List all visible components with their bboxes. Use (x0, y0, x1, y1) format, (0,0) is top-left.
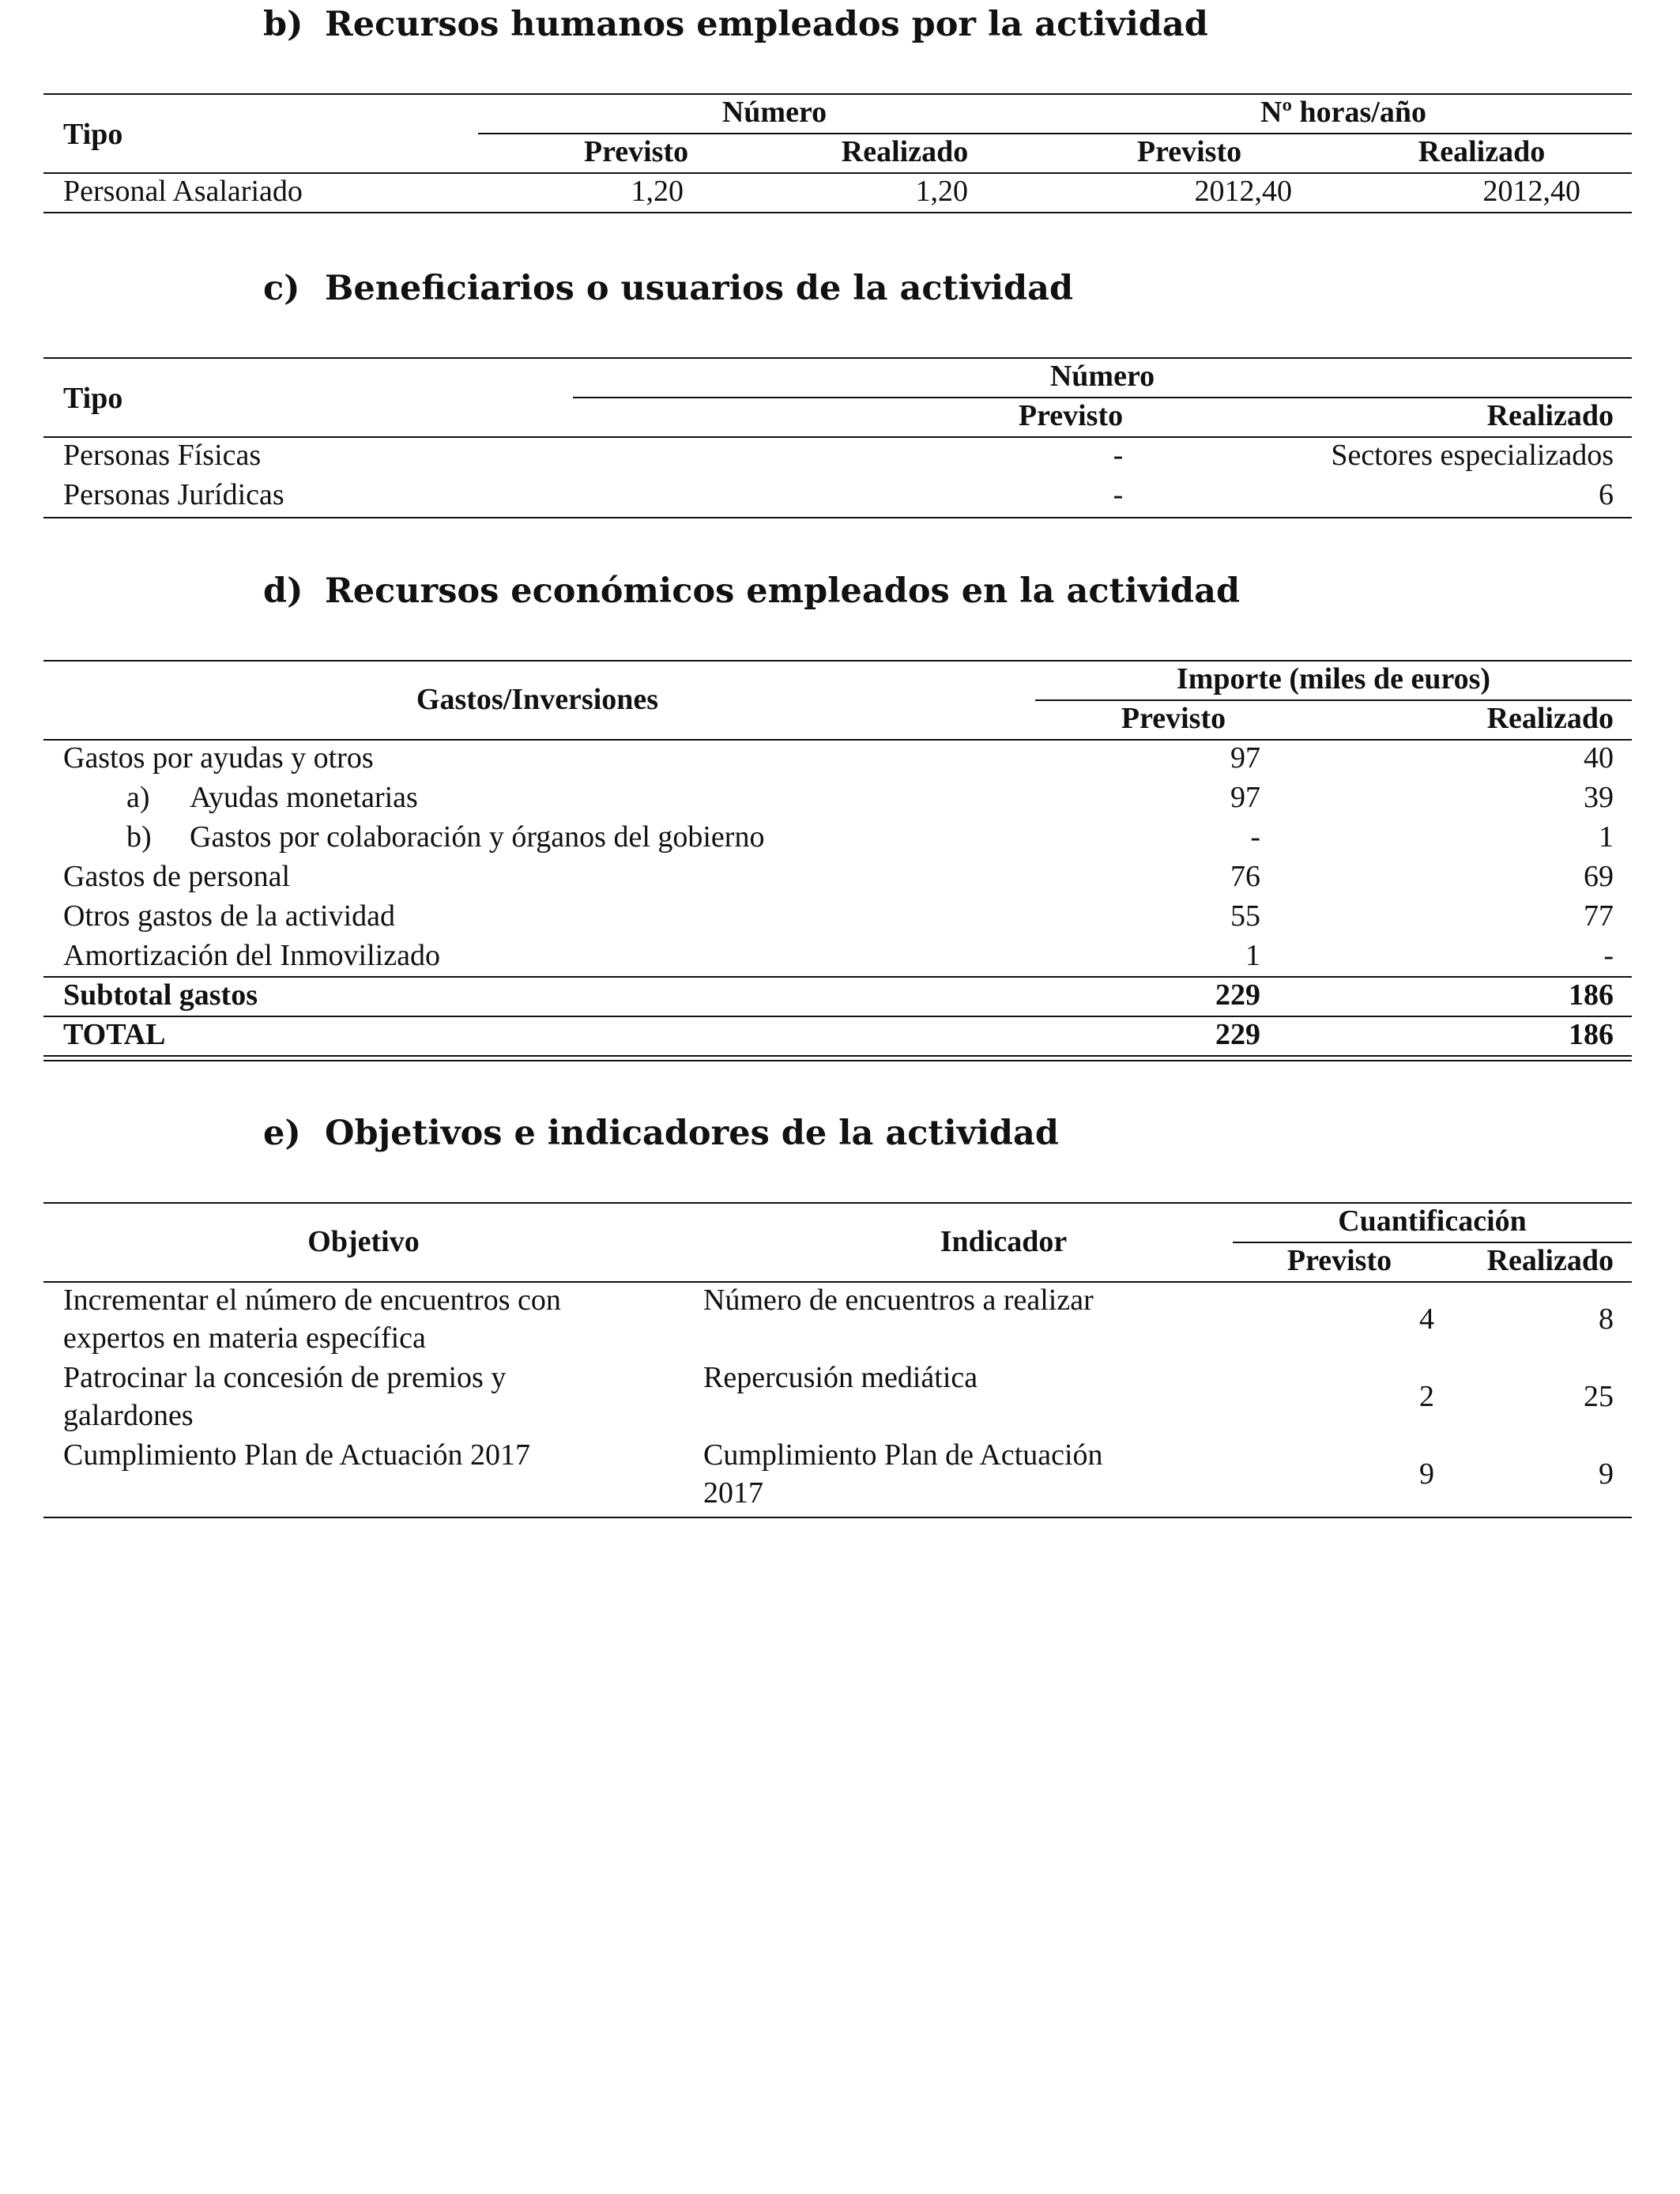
cell-realizado: 1 (1599, 820, 1614, 854)
header-horas: Nº horas/año (1260, 96, 1426, 129)
cell-indicador-line1: Número de encuentros a realizar (703, 1284, 1094, 1317)
total-realizado: 186 (1569, 1018, 1614, 1051)
cell-objetivo-line1: Patrocinar la concesión de premios y (63, 1361, 507, 1394)
cell-previsto: 4 (1419, 1302, 1434, 1336)
cell-realizado: 8 (1599, 1302, 1614, 1336)
section-b-title-text: Recursos humanos empleados por la actividad (325, 5, 1208, 44)
cell-realizado: 40 (1584, 741, 1614, 775)
cell-realizado: 6 (1599, 478, 1614, 511)
header-realizado: Realizado (1486, 399, 1614, 432)
cell-previsto: - (1113, 478, 1124, 511)
cell-label: Otros gastos de la actividad (63, 899, 396, 933)
cell-objetivo-line1: Incrementar el número de encuentros con (63, 1284, 561, 1317)
cell-previsto: 9 (1419, 1457, 1434, 1491)
header-tipo: Tipo (63, 118, 123, 151)
header-objetivo: Objetivo (307, 1225, 420, 1258)
section-e-title-text: Objetivos e indicadores de la actividad (325, 1114, 1059, 1153)
section-e-letter: e) (263, 1114, 301, 1153)
cell-horas-realizado: 2012,40 (1482, 175, 1580, 208)
header-realizado: Realizado (1486, 1244, 1614, 1277)
cell-realizado: 39 (1584, 781, 1614, 814)
subtotal-label: Subtotal gastos (63, 978, 258, 1012)
cell-previsto: 1 (1245, 939, 1260, 972)
section-c-title-text: Beneficiarios o usuarios de la actividad (325, 269, 1074, 308)
cell-previsto: 2 (1419, 1380, 1434, 1413)
cell-realizado: Sectores especializados (1331, 439, 1614, 472)
header-numero: Número (1049, 360, 1155, 393)
cell-sub-letter: b) (126, 820, 152, 854)
table-bottom-rule (43, 517, 1632, 518)
subtotal-previsto: 229 (1215, 978, 1260, 1012)
cell-label: Gastos por colaboración y órganos del gobierno (190, 820, 765, 854)
cell-objetivo-line2: expertos en materia específica (63, 1321, 426, 1355)
section-c-letter: c) (263, 269, 300, 308)
cell-tipo: Personas Físicas (63, 439, 262, 472)
cell-horas-previsto: 2012,40 (1194, 175, 1292, 208)
table-bottom-rule (43, 212, 1632, 213)
section-b-title (263, 5, 1208, 44)
header-previsto: Previsto (1121, 702, 1226, 735)
cell-indicador-line2: 2017 (703, 1476, 763, 1510)
header-horas-realizado: Realizado (1418, 135, 1546, 168)
cell-realizado: 77 (1584, 899, 1614, 933)
header-indicador: Indicador (940, 1225, 1068, 1258)
cell-numero-realizado: 1,20 (915, 175, 968, 208)
total-double-rule-2 (43, 1060, 1632, 1061)
cell-objetivo-line1: Cumplimiento Plan de Actuación 2017 (63, 1438, 531, 1472)
subtotal-realizado: 186 (1569, 978, 1614, 1012)
cell-realizado: - (1603, 939, 1614, 972)
cell-indicador-line1: Cumplimiento Plan de Actuación (703, 1438, 1103, 1472)
total-previsto: 229 (1215, 1018, 1260, 1051)
header-tipo: Tipo (63, 382, 123, 415)
header-importe: Importe (miles de euros) (1176, 662, 1491, 696)
cell-realizado: 9 (1599, 1457, 1614, 1491)
cell-label: Gastos de personal (63, 860, 291, 893)
cell-label: Amortización del Inmovilizado (63, 939, 440, 972)
cell-indicador-line1: Repercusión mediática (703, 1361, 978, 1394)
header-numero-realizado: Realizado (841, 135, 969, 168)
total-label: TOTAL (63, 1018, 166, 1051)
section-d-letter: d) (263, 571, 303, 611)
header-realizado: Realizado (1486, 702, 1614, 735)
section-c-title (263, 269, 1074, 308)
header-gastos: Gastos/Inversiones (416, 683, 659, 716)
cell-objetivo-line2: galardones (63, 1399, 194, 1432)
cell-tipo: Personal Asalariado (63, 175, 303, 208)
cell-realizado: 25 (1584, 1380, 1614, 1413)
header-previsto: Previsto (1018, 399, 1124, 432)
header-horas-previsto: Previsto (1136, 135, 1242, 168)
header-previsto: Previsto (1286, 1244, 1392, 1277)
total-double-rule-1 (43, 1055, 1632, 1057)
cell-label: Gastos por ayudas y otros (63, 741, 374, 775)
cell-previsto: 76 (1230, 860, 1260, 893)
cell-numero-previsto: 1,20 (631, 175, 684, 208)
cell-previsto: 97 (1230, 781, 1260, 814)
section-d-title (263, 571, 1241, 611)
header-numero-previsto: Previsto (583, 135, 689, 168)
cell-realizado: 69 (1584, 860, 1614, 893)
cell-previsto: - (1113, 439, 1124, 472)
section-e-title (263, 1114, 1059, 1153)
cell-sub-letter: a) (126, 781, 150, 814)
header-cuantificacion: Cuantificación (1338, 1204, 1527, 1238)
cell-previsto: 55 (1230, 899, 1260, 933)
table-bottom-rule (43, 1517, 1632, 1518)
section-d-title-text: Recursos económicos empleados en la actividad (325, 571, 1241, 611)
cell-label: Ayudas monetarias (190, 781, 418, 814)
cell-previsto: 97 (1230, 741, 1260, 775)
section-b-letter: b) (263, 5, 303, 44)
header-numero: Número (721, 96, 827, 129)
cell-previsto: - (1250, 820, 1260, 854)
cell-tipo: Personas Jurídicas (63, 478, 284, 511)
